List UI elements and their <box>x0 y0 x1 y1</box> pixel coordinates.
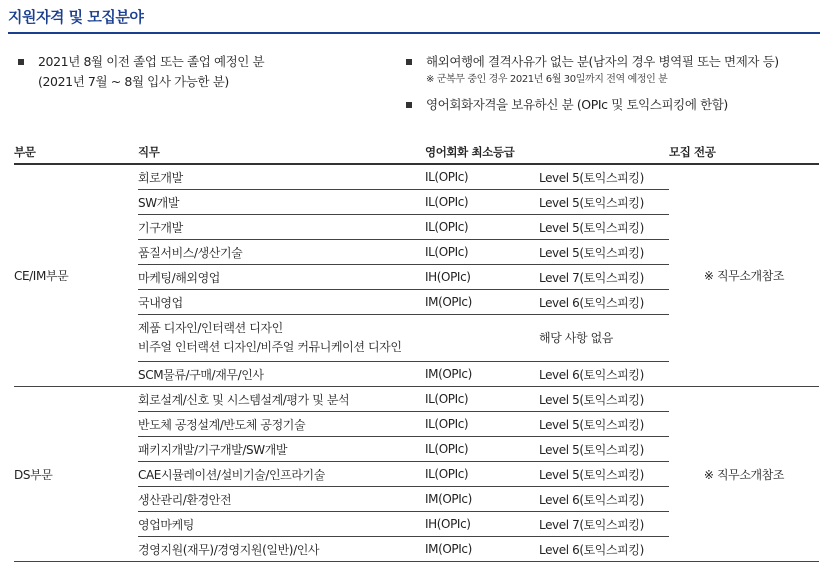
requirement-text: 2021년 8월 이전 졸업 또는 졸업 예정인 분 <box>38 54 265 69</box>
opic-cell: IL(OPIc) <box>425 190 539 215</box>
requirement-note: ※ 군복무 중인 경우 2021년 6월 30일까지 전역 예정인 분 <box>426 74 668 85</box>
bullet-square-icon <box>406 102 412 108</box>
ds-group <box>14 387 819 562</box>
opic-cell: IH(OPIc) <box>425 512 539 537</box>
toeic-cell: Level 5(토익스피킹) <box>539 387 669 412</box>
toeic-cell: Level 6(토익스피킹) <box>539 487 669 512</box>
opic-cell: IL(OPIc) <box>425 164 539 190</box>
toeic-cell: Level 5(토익스피킹) <box>539 190 669 215</box>
job-cell: 국내영업 <box>138 290 425 315</box>
job-cell <box>138 315 539 362</box>
requirement-text: 해외여행에 결격사유가 없는 분(남자의 경우 병역필 또는 면제자 등) <box>426 54 779 69</box>
toeic-cell: Level 5(토익스피킹) <box>539 462 669 487</box>
toeic-cell: Level 7(토익스피킹) <box>539 265 669 290</box>
recruitment-table <box>14 141 819 562</box>
job-cell: 품질서비스/생산기술 <box>138 240 425 265</box>
requirement-item-graduation <box>38 52 378 92</box>
job-cell: 생산관리/환경안전 <box>138 487 425 512</box>
header-major: 모집 전공 <box>669 141 819 164</box>
job-cell: 패키지개발/기구개발/SW개발 <box>138 437 425 462</box>
job-cell: SCM물류/구매/재무/인사 <box>138 362 425 387</box>
table-header-row <box>14 141 819 164</box>
table-row <box>14 387 819 412</box>
table-row <box>14 164 819 190</box>
title-divider <box>8 32 820 34</box>
opic-cell: IL(OPIc) <box>425 437 539 462</box>
bullet-square-icon <box>18 59 24 65</box>
requirement-item-travel <box>426 52 821 88</box>
toeic-cell: Level 7(토익스피킹) <box>539 512 669 537</box>
toeic-cell: Level 6(토익스피킹) <box>539 362 669 387</box>
job-cell: 회로개발 <box>138 164 425 190</box>
toeic-cell: Level 5(토익스피킹) <box>539 164 669 190</box>
job-cell: SW개발 <box>138 190 425 215</box>
toeic-cell: Level 5(토익스피킹) <box>539 412 669 437</box>
header-english: 영어회화 최소등급 <box>425 141 669 164</box>
job-cell: CAE시뮬레이션/설비기술/인프라기술 <box>138 462 425 487</box>
opic-cell: IL(OPIc) <box>425 215 539 240</box>
opic-cell: IL(OPIc) <box>425 387 539 412</box>
job-cell: 영업마케팅 <box>138 512 425 537</box>
opic-cell: IM(OPIc) <box>425 362 539 387</box>
header-job: 직무 <box>138 141 425 164</box>
header-division: 부문 <box>14 141 138 164</box>
bullet-square-icon <box>406 59 412 65</box>
opic-cell: IH(OPIc) <box>425 265 539 290</box>
major-cell: ※ 직무소개참조 <box>669 387 819 562</box>
toeic-cell: Level 6(토익스피킹) <box>539 537 669 562</box>
opic-cell: IM(OPIc) <box>425 290 539 315</box>
job-cell: 마케팅/해외영업 <box>138 265 425 290</box>
toeic-cell: Level 5(토익스피킹) <box>539 240 669 265</box>
requirement-item-english <box>426 95 821 115</box>
job-cell: 기구개발 <box>138 215 425 240</box>
job-cell: 경영지원(재무)/경영지원(일반)/인사 <box>138 537 425 562</box>
division-cell: CE/IM부문 <box>14 164 138 387</box>
requirement-text: 영어회화자격을 보유하신 분 (OPIc 및 토익스피킹에 한함) <box>426 97 728 112</box>
page-title: 지원자격 및 모집분야 <box>8 8 144 26</box>
job-line: 비주얼 인터랙션 디자인/비주얼 커뮤니케이션 디자인 <box>138 340 402 354</box>
major-cell: ※ 직무소개참조 <box>669 164 819 387</box>
division-cell: DS부문 <box>14 387 138 562</box>
ce-im-group <box>14 164 819 387</box>
job-cell: 회로설계/신호 및 시스템설계/평가 및 분석 <box>138 387 425 412</box>
toeic-cell: Level 5(토익스피킹) <box>539 437 669 462</box>
opic-cell: IM(OPIc) <box>425 537 539 562</box>
opic-cell: IL(OPIc) <box>425 240 539 265</box>
toeic-cell: Level 5(토익스피킹) <box>539 215 669 240</box>
job-cell: 반도체 공정설계/반도체 공정기술 <box>138 412 425 437</box>
job-line: 제품 디자인/인터랙션 디자인 <box>138 321 283 335</box>
toeic-cell: Level 6(토익스피킹) <box>539 290 669 315</box>
not-applicable-cell: 해당 사항 없음 <box>539 315 669 362</box>
opic-cell: IM(OPIc) <box>425 487 539 512</box>
opic-cell: IL(OPIc) <box>425 462 539 487</box>
requirement-subtext: (2021년 7월 ~ 8월 입사 가능한 분) <box>38 74 229 89</box>
opic-cell: IL(OPIc) <box>425 412 539 437</box>
